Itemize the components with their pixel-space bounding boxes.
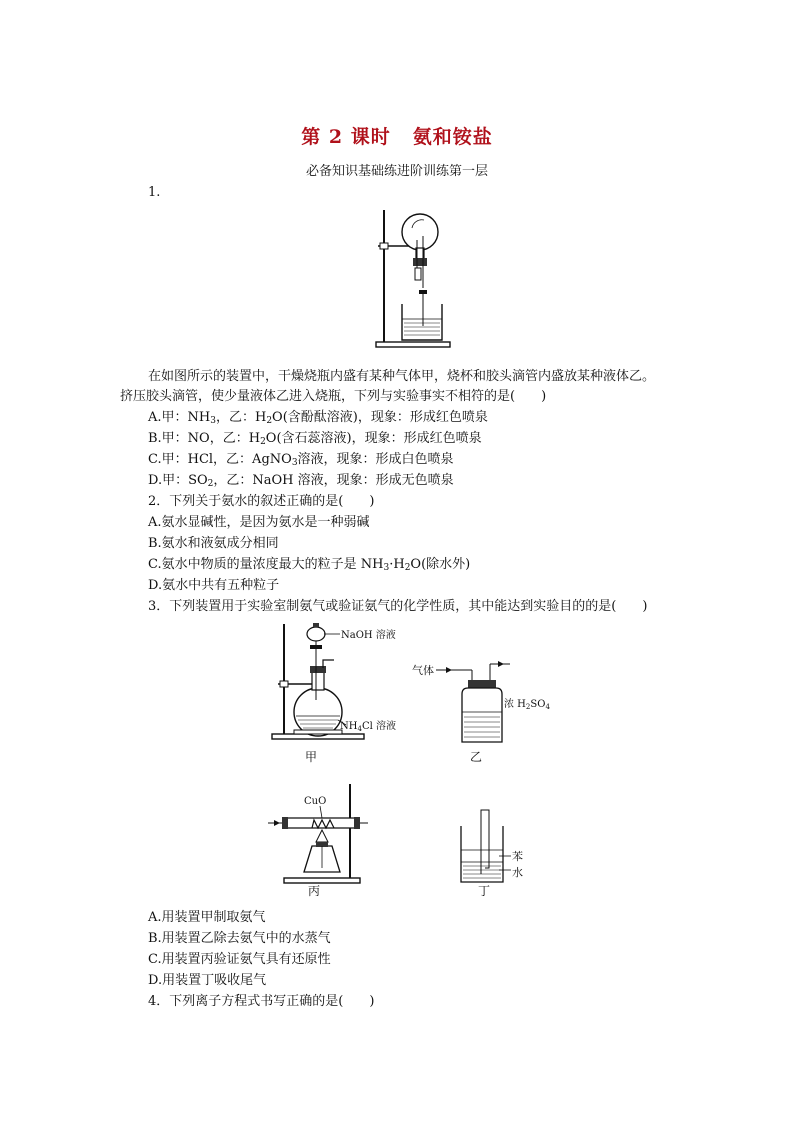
q1-option-c: C.甲：HCl，乙：AgNO$_3$溶液，现象：形成白色喷泉 (148, 452, 454, 468)
q1-number: 1. (148, 185, 161, 200)
q1-fountain-apparatus-figure (368, 206, 458, 356)
q1-option-a: A.甲：$NH_3$，乙：$H_2O$(含酚酞溶液)，现象：形成红色喷泉 (148, 410, 488, 426)
label-shui: 水 (512, 866, 523, 879)
label-ding: 丁 (478, 884, 491, 898)
q4-stem: 4．下列离子方程式书写正确的是( ) (148, 994, 375, 1009)
q2-stem: 2．下列关于氨水的叙述正确的是( ) (148, 494, 375, 509)
q2-option-c: C.氨水中物质的量浓度最大的粒子是 $NH_3\cdot H_2O$(除水外) (148, 557, 471, 573)
page-title (0, 122, 794, 149)
label-h2so4: 浓 $H_2SO_4$ (504, 699, 550, 711)
q3-figure-jia (268, 620, 418, 749)
q1-option-d: D.甲：$SO_2$，乙：NaOH 溶液，现象：形成无色喷泉 (148, 473, 454, 489)
section-subtitle: 必备知识基础练进阶训练第一层 (305, 164, 488, 179)
label-bing: 丙 (308, 884, 321, 898)
q2-option-a: A.氨水显碱性，是因为氨水是一种弱碱 (148, 515, 370, 530)
q3-figure-bing (264, 780, 374, 890)
label-jia: 甲 (305, 750, 318, 764)
q3-option-c: C.用装置丙验证氨气具有还原性 (148, 952, 331, 967)
q3-option-b: B.用装置乙除去氨气中的水蒸气 (148, 931, 331, 946)
title-topic: 氨和铵盐 (412, 126, 493, 148)
label-naoh: NaOH 溶液 (341, 630, 396, 641)
q3-option-d: D.用装置丁吸收尾气 (148, 973, 267, 988)
label-cuo: CuO (304, 796, 327, 807)
q1-option-b: B.甲：NO，乙：$H_2O$(含石蕊溶液)，现象：形成红色喷泉 (148, 431, 482, 447)
q3-stem: 3．下列装置用于实验室制氨气或验证氨气的化学性质，其中能达到实验目的的是( ) (148, 599, 648, 614)
label-yi: 乙 (470, 750, 483, 764)
label-ben: 苯 (512, 850, 523, 863)
q2-option-b: B.氨水和液氨成分相同 (148, 536, 279, 551)
title-lesson: 第 2 课时 (301, 126, 391, 148)
q1-stem-line1: 在如图所示的装置中，干燥烧瓶内盛有某种气体甲，烧杯和胶头滴管内盛放某种液体乙。 (148, 369, 656, 384)
label-nh4cl: $NH_4Cl$ 溶液 (340, 721, 396, 733)
label-gas: 气体 (412, 664, 434, 677)
q3-figure-yi (410, 660, 560, 754)
q1-stem-line2: 挤压胶头滴管，使少量液体乙进入烧瓶，下列与实验事实不相符的是( ) (120, 389, 547, 404)
q3-option-a: A.用装置甲制取氨气 (148, 910, 266, 925)
q2-option-d: D.氨水中共有五种粒子 (148, 578, 280, 593)
q3-figure-ding (455, 806, 535, 892)
